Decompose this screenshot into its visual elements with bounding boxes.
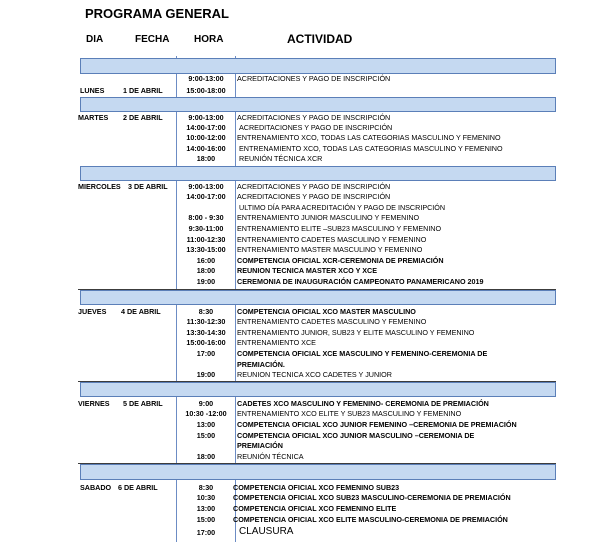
time-cell: 17:00: [196, 349, 216, 358]
day-band: [80, 166, 556, 181]
header-dia: DIA: [86, 34, 104, 45]
table-row: [0, 192, 612, 202]
table-row: [0, 528, 612, 538]
table-row: [0, 307, 612, 317]
activity-cell: REUNION TECNICA XCO CADETES Y JUNIOR: [237, 370, 392, 379]
time-cell: 9:30-11:00: [188, 224, 224, 233]
activity-cell: ENTRENAMIENTO XCO, TODAS LAS CATEGORIAS MASCULINO Y FEMENINO: [237, 133, 501, 142]
activity-cell: ENTRENAMIENTO XCE: [237, 338, 316, 347]
day-band: [80, 382, 556, 397]
activity-cell: ACREDITACIONES Y PAGO DE INSCRIPCIÓN: [237, 192, 391, 201]
table-row: [0, 515, 612, 525]
day-band: [80, 290, 556, 305]
activity-cell: ENTRENAMIENTO XCO ELITE Y SUB23 MASCULINO Y FEMENINO: [237, 409, 462, 418]
day-label: LUNES: [80, 86, 105, 95]
table-row: [0, 349, 612, 359]
table-row: [0, 123, 612, 133]
date-label: 4 DE ABRIL: [121, 307, 161, 316]
header-actividad: ACTIVIDAD: [287, 32, 353, 46]
time-cell: 13:00: [196, 504, 216, 513]
table-row: [0, 338, 612, 348]
table-row: [0, 224, 612, 234]
activity-cell: PREMIACIÓN: [237, 441, 283, 450]
page-title: PROGRAMA GENERAL: [85, 6, 229, 21]
table-row: [0, 431, 612, 441]
day-band: [80, 58, 556, 74]
table-row: [0, 86, 612, 96]
time-cell: 18:00: [196, 154, 216, 163]
activity-cell: ENTRENAMIENTO XCO, TODAS LAS CATEGORIAS MASCULINO Y FEMENINO: [239, 144, 503, 153]
day-label: MIERCOLES: [78, 182, 121, 191]
time-cell: 19:00: [196, 277, 216, 286]
date-label: 5 DE ABRIL: [123, 399, 163, 408]
day-band: [80, 97, 556, 112]
time-cell: 10:30 -12:00: [185, 409, 227, 418]
table-row: [0, 504, 612, 514]
table-row: [0, 317, 612, 327]
activity-cell: COMPETENCIA OFICIAL XCR-CEREMONIA DE PREMIACIÓN: [237, 256, 444, 265]
activity-cell: COMPETENCIA OFICIAL XCO FEMENINO ELITE: [233, 504, 397, 513]
time-cell: 15:00-18:00: [186, 86, 226, 95]
activity-cell: ACREDITACIONES Y PAGO DE INSCRIPCIÓN: [237, 182, 391, 191]
day-label: JUEVES: [78, 307, 107, 316]
time-cell: 14:00-17:00: [186, 123, 226, 132]
table-row: [0, 113, 612, 123]
table-row: [0, 203, 612, 213]
time-cell: 11:00-12:30: [186, 235, 226, 244]
header-fecha: FECHA: [135, 34, 170, 45]
time-cell: 13:30-14:30: [186, 328, 226, 337]
activity-cell: REUNION TECNICA MASTER XCO Y XCE: [237, 266, 378, 275]
time-cell: 14:00-17:00: [186, 192, 226, 201]
activity-cell: COMPETENCIA OFICIAL XCO MASTER MASCULINO: [237, 307, 416, 316]
time-cell: 19:00: [196, 370, 216, 379]
time-cell: 18:00: [196, 452, 216, 461]
day-label: VIERNES: [78, 399, 110, 408]
time-cell: 9:00: [198, 399, 214, 408]
activity-cell: CEREMONIA DE INAUGURACIÓN CAMPEONATO PANAMERICANO 2019: [237, 277, 484, 286]
activity-cell: ENTRENAMIENTO JUNIOR MASCULINO Y FEMENINO: [237, 213, 420, 222]
table-row: [0, 154, 612, 164]
table-row: [0, 245, 612, 255]
activity-cell: ACREDITACIONES Y PAGO DE INSCRIPCIÓN: [237, 74, 391, 83]
date-label: 1 DE ABRIL: [123, 86, 163, 95]
time-cell: 11:30-12:30: [186, 317, 226, 326]
activity-cell: COMPETENCIA OFICIAL XCO JUNIOR MASCULINO –CEREMONIA DE: [237, 431, 475, 440]
table-row: [0, 441, 612, 451]
activity-cell: REUNIÓN TÉCNICA: [237, 452, 304, 461]
table-row: [0, 420, 612, 430]
date-label: 6 DE ABRIL: [118, 483, 158, 492]
table-row: [0, 133, 612, 143]
time-cell: 8:00 - 9:30: [188, 213, 224, 222]
time-cell: 15:00-16:00: [186, 338, 226, 347]
activity-cell: ULTIMO DÍA PARA ACREDITACIÓN Y PAGO DE INSCRIPCIÓN: [239, 203, 446, 212]
time-cell: 16:00: [196, 256, 216, 265]
header-hora: HORA: [194, 34, 224, 45]
activity-cell: ACREDITACIONES Y PAGO DE INSCRIPCIÓN: [237, 113, 391, 122]
date-label: 3 DE ABRIL: [128, 182, 168, 191]
table-row: [0, 213, 612, 223]
time-cell: 13:30-15:00: [186, 245, 226, 254]
table-row: [0, 328, 612, 338]
time-cell: 13:00: [196, 420, 216, 429]
time-cell: 9:00-13:00: [188, 113, 224, 122]
table-row: [0, 360, 612, 370]
time-cell: 15:00: [196, 431, 216, 440]
table-row: [0, 483, 612, 493]
activity-cell: ENTRENAMIENTO CADETES MASCULINO Y FEMENINO: [237, 235, 427, 244]
table-row: [0, 256, 612, 266]
activity-cell: REUNIÓN TÉCNICA XCR: [239, 154, 323, 163]
activity-cell-clausura: CLAUSURA: [239, 526, 294, 537]
time-cell: 17:00: [196, 528, 216, 537]
table-row: [0, 74, 612, 84]
day-label: MARTES: [78, 113, 109, 122]
table-row: [0, 144, 612, 154]
activity-cell: ENTRENAMIENTO MASTER MASCULINO Y FEMENINO: [237, 245, 423, 254]
time-cell: 15:00: [196, 515, 216, 524]
date-label: 2 DE ABRIL: [123, 113, 163, 122]
time-cell: 14:00-16:00: [186, 144, 226, 153]
activity-cell: ENTRENAMIENTO CADETES MASCULINO Y FEMENINO: [237, 317, 427, 326]
time-cell: 10:00-12:00: [186, 133, 226, 142]
time-cell: 9:00-13:00: [188, 74, 224, 83]
table-row: [0, 277, 612, 287]
activity-cell: COMPETENCIA OFICIAL XCO JUNIOR FEMENINO –CEREMONIA DE PREMIACIÓN: [237, 420, 517, 429]
activity-cell: COMPETENCIA OFICIAL XCO ELITE MASCULINO-CEREMONIA DE PREMIACIÓN: [233, 515, 508, 524]
table-row: [0, 266, 612, 276]
time-cell: 8:30: [198, 483, 214, 492]
time-cell: 10:30: [196, 493, 216, 502]
day-label: SABADO: [80, 483, 112, 492]
table-row: [0, 182, 612, 192]
table-row: [0, 493, 612, 503]
activity-cell: ENTRENAMIENTO ELITE –SUB23 MASCULINO Y FEMENINO: [237, 224, 442, 233]
table-row: [0, 409, 612, 419]
time-cell: 18:00: [196, 266, 216, 275]
activity-cell: CADETES XCO MASCULINO Y FEMENINO- CEREMONIA DE PREMIACIÓN: [237, 399, 489, 408]
activity-cell: COMPETENCIA OFICIAL XCO FEMENINO SUB23: [233, 483, 400, 492]
table-row: [0, 452, 612, 462]
activity-cell: ENTRENAMIENTO JUNIOR, SUB23 Y ELITE MASCULINO Y FEMENINO: [237, 328, 475, 337]
time-cell: 8:30: [198, 307, 214, 316]
table-row: [0, 235, 612, 245]
activity-cell: COMPETENCIA OFICIAL XCE MASCULINO Y FEMENINO-CEREMONIA DE: [237, 349, 488, 358]
day-band: [80, 464, 556, 480]
table-row: [0, 399, 612, 409]
table-row: [0, 370, 612, 380]
activity-cell: ACREDITACIONES Y PAGO DE INSCRIPCIÓN: [239, 123, 393, 132]
activity-cell: PREMIACIÓN.: [237, 360, 285, 369]
activity-cell: COMPETENCIA OFICIAL XCO SUB23 MASCULINO-CEREMONIA DE PREMIACIÓN: [233, 493, 511, 502]
time-cell: 9:00-13:00: [188, 182, 224, 191]
